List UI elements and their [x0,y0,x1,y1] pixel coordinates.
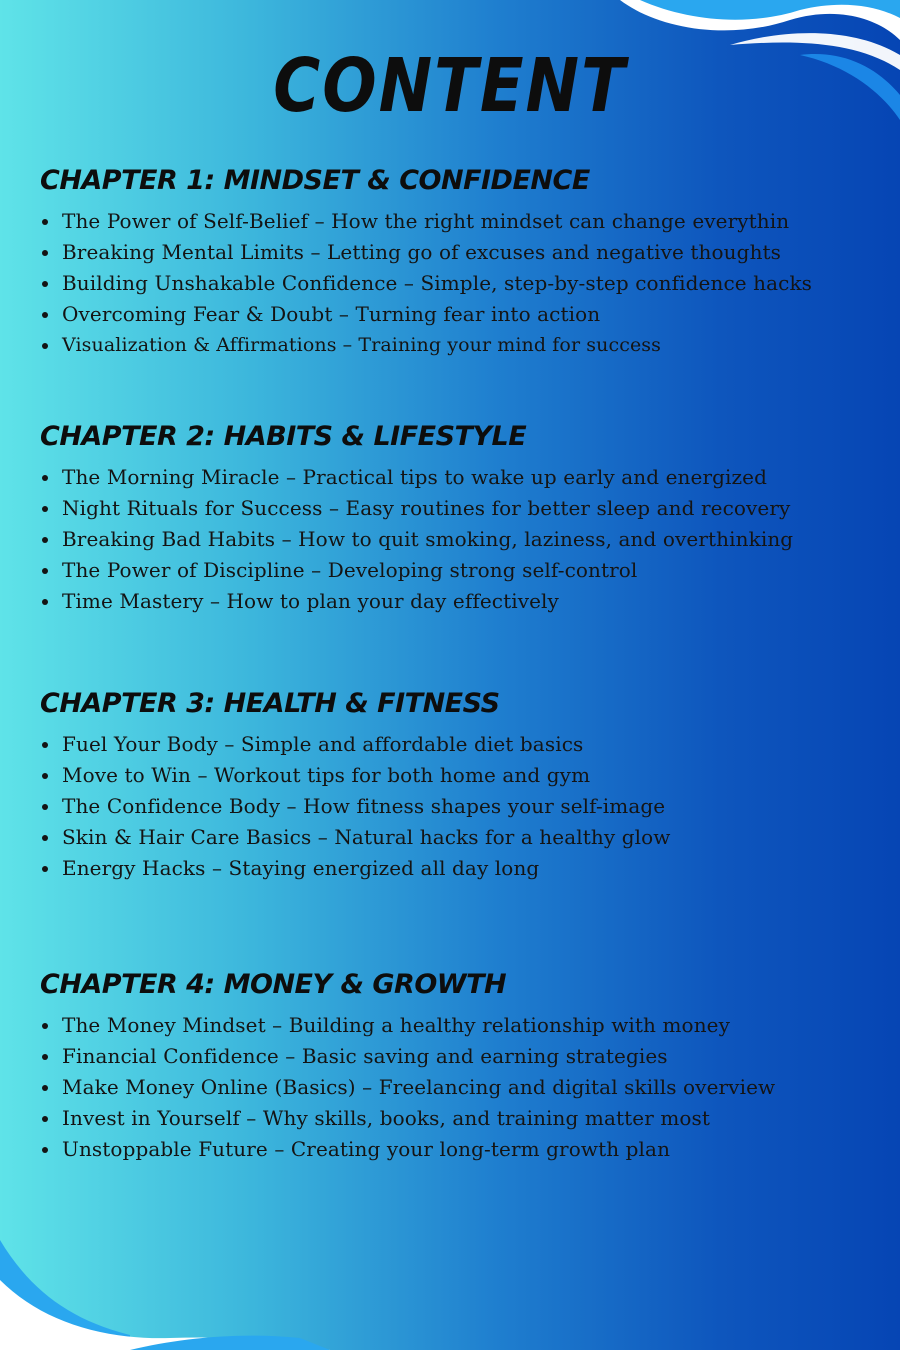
list-item-text: Financial Confidence – Basic saving and earning strategies [62,1044,668,1068]
chapter-1 [40,165,890,361]
chapter-topic-list [40,1010,890,1165]
list-item [40,1041,890,1072]
list-item [40,1103,890,1134]
list-item-text: Fuel Your Body – Simple and affordable diet basics [62,732,584,756]
bullet-icon [42,250,48,256]
chapter-2 [40,421,890,617]
bullet-icon [42,219,48,225]
list-item-text: Energy Hacks – Staying energized all day long [62,856,540,880]
bullet-icon [42,742,48,748]
bullet-icon [42,343,48,349]
list-item-text: Building Unshakable Confidence – Simple, step-by-step confidence hacks [62,271,813,295]
list-item [40,729,890,760]
list-item [40,493,890,524]
list-item-text: Overcoming Fear & Doubt – Turning fear into action [62,302,601,326]
list-item [40,555,890,586]
bullet-icon [42,1085,48,1091]
chapter-topic-list [40,462,890,617]
list-item-text: Breaking Bad Habits – How to quit smoking, laziness, and overthinking [62,527,794,551]
list-item-text: Night Rituals for Success – Easy routines for better sleep and recovery [62,496,791,520]
list-item [40,791,890,822]
list-item-text: The Money Mindset – Building a healthy relationship with money [62,1013,731,1037]
chapter-heading: CHAPTER 1: MINDSET & CONFIDENCE [40,165,590,196]
chapter-topic-list [40,729,890,884]
list-item [40,462,890,493]
list-item-text: The Power of Discipline – Developing strong self-control [62,558,638,582]
chapter-heading: CHAPTER 2: HABITS & LIFESTYLE [40,421,527,452]
bullet-icon [42,835,48,841]
page-title: CONTENT [273,44,627,130]
list-item [40,853,890,884]
bullet-icon [42,537,48,543]
bullet-icon [42,281,48,287]
chapter-heading: CHAPTER 4: MONEY & GROWTH [40,969,507,1000]
chapter-topic-list [40,206,890,361]
list-item-text: Invest in Yourself – Why skills, books, and training matter most [62,1106,711,1130]
list-item [40,1072,890,1103]
bullet-icon [42,773,48,779]
bullet-icon [42,568,48,574]
list-item-text: Move to Win – Workout tips for both home and gym [62,763,591,787]
bullet-icon [42,475,48,481]
list-item-text: Make Money Online (Basics) – Freelancing and digital skills overview [62,1075,776,1099]
list-item [40,1010,890,1041]
list-item-text: Time Mastery – How to plan your day effectively [62,589,559,613]
bullet-icon [42,1054,48,1060]
bullet-icon [42,804,48,810]
chapter-4 [40,969,890,1165]
bullet-icon [42,312,48,318]
list-item-text: The Confidence Body – How fitness shapes your self-image [62,794,666,818]
list-item-text: The Power of Self-Belief – How the right mindset can change everythin [62,209,790,233]
list-item [40,206,890,237]
list-item-text: Visualization & Affirmations – Training your mind for success [62,334,662,356]
bullet-icon [42,506,48,512]
bullet-icon [42,1023,48,1029]
list-item [40,586,890,617]
list-item [40,237,890,268]
bullet-icon [42,1147,48,1153]
bullet-icon [42,866,48,872]
chapter-heading: CHAPTER 3: HEALTH & FITNESS [40,688,500,719]
list-item-text: The Morning Miracle – Practical tips to wake up early and energized [62,465,767,489]
list-item-text: Skin & Hair Care Basics – Natural hacks for a healthy glow [62,825,671,849]
list-item-text: Breaking Mental Limits – Letting go of excuses and negative thoughts [62,240,782,264]
bullet-icon [42,1116,48,1122]
bottom-wave-decoration [0,1220,330,1350]
list-item [40,330,890,361]
chapter-3 [40,688,890,884]
list-item [40,760,890,791]
list-item-text: Unstoppable Future – Creating your long-term growth plan [62,1137,671,1161]
list-item [40,822,890,853]
list-item [40,524,890,555]
list-item [40,299,890,330]
list-item [40,1134,890,1165]
list-item [40,268,890,299]
bullet-icon [42,599,48,605]
